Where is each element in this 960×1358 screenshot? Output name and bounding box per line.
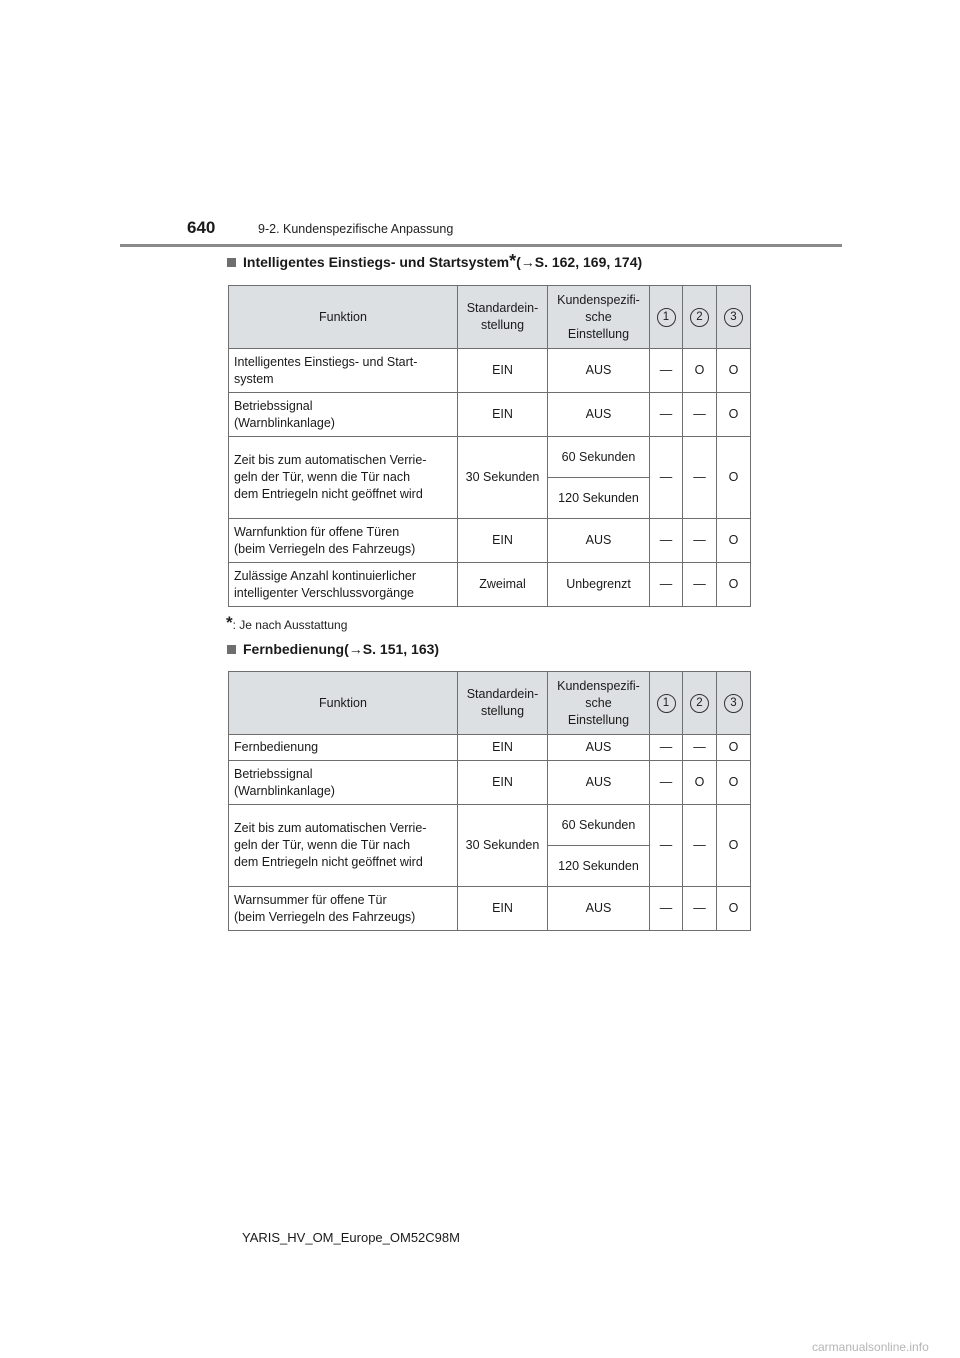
cell-function: Warnfunktion für offene Türen (beim Verriegeln des Fahrzeugs)	[229, 519, 458, 563]
footnote-text: : Je nach Ausstattung	[232, 618, 348, 632]
watermark: carmanualsonline.info	[812, 1340, 929, 1354]
table-header-row	[229, 672, 751, 735]
circled-number-1: 1	[657, 308, 676, 327]
settings-table-remote	[228, 671, 751, 931]
column-header-default: Standardein- stellung	[458, 286, 548, 349]
cell-default: EIN	[458, 519, 548, 563]
footnote	[226, 614, 347, 634]
cell-default: EIN	[458, 887, 548, 931]
section-label: 9-2. Kundenspezifische Anpassung	[258, 222, 454, 236]
cell-mark-1: —	[650, 887, 683, 931]
cell-mark-1: —	[650, 349, 683, 393]
column-header-2	[683, 672, 717, 735]
cell-mark-2: —	[683, 437, 717, 519]
cell-mark-3: O	[717, 887, 751, 931]
column-header-1	[650, 286, 683, 349]
column-header-3	[717, 672, 751, 735]
column-header-1	[650, 672, 683, 735]
circled-number-3: 3	[724, 308, 743, 327]
cell-mark-2: —	[683, 393, 717, 437]
cell-mark-3: O	[717, 519, 751, 563]
table-row	[229, 761, 751, 805]
cell-custom: 60 Sekunden	[548, 437, 650, 478]
cell-custom: AUS	[548, 887, 650, 931]
page-number: 640	[187, 218, 216, 237]
cell-default: 30 Sekunden	[458, 437, 548, 519]
header-rule	[120, 244, 842, 247]
cell-default: EIN	[458, 761, 548, 805]
cell-mark-3: O	[717, 563, 751, 607]
table-row	[229, 519, 751, 563]
cell-mark-3: O	[717, 349, 751, 393]
circled-number-3: 3	[724, 694, 743, 713]
table-row	[229, 887, 751, 931]
table-row	[229, 349, 751, 393]
square-bullet-icon	[227, 258, 236, 267]
cell-function: Betriebssignal (Warnblinkanlage)	[229, 761, 458, 805]
cell-custom: 60 Sekunden	[548, 805, 650, 846]
column-header-custom: Kundenspezifi- sche Einstellung	[548, 286, 650, 349]
section1-page-ref: (→S. 162, 169, 174)	[516, 254, 643, 270]
column-header-2	[683, 286, 717, 349]
cell-custom: 120 Sekunden	[548, 846, 650, 887]
cell-mark-2: —	[683, 887, 717, 931]
section2-page-ref: (→S. 151, 163)	[344, 641, 440, 657]
section1-title: Intelligentes Einstiegs- und Startsystem	[243, 254, 510, 270]
cell-default: 30 Sekunden	[458, 805, 548, 887]
column-header-default: Standardein- stellung	[458, 672, 548, 735]
table-row	[229, 735, 751, 761]
column-header-3	[717, 286, 751, 349]
cell-function: Fernbedienung	[229, 735, 458, 761]
column-header-function: Funktion	[229, 286, 458, 349]
cell-custom: AUS	[548, 519, 650, 563]
cell-default: Zweimal	[458, 563, 548, 607]
cell-mark-2: O	[683, 349, 717, 393]
cell-mark-2: —	[683, 735, 717, 761]
column-header-custom: Kundenspezifi- sche Einstellung	[548, 672, 650, 735]
section2-title: Fernbedienung	[243, 641, 345, 657]
cell-mark-3: O	[717, 393, 751, 437]
cell-mark-3: O	[717, 761, 751, 805]
cell-function: Zeit bis zum automatischen Verrie- geln der Tür, wenn die Tür nach dem Entriegeln nicht geöffnet wird	[229, 805, 458, 887]
table-row	[229, 805, 751, 846]
cell-custom: AUS	[548, 735, 650, 761]
cell-default: EIN	[458, 735, 548, 761]
cell-function: Zulässige Anzahl kontinuierlicher intelligenter Verschlussvorgänge	[229, 563, 458, 607]
column-header-function: Funktion	[229, 672, 458, 735]
table-row	[229, 563, 751, 607]
cell-function: Zeit bis zum automatischen Verrie- geln der Tür, wenn die Tür nach dem Entriegeln nicht geöffnet wird	[229, 437, 458, 519]
cell-function: Warnsummer für offene Tür (beim Verriegeln des Fahrzeugs)	[229, 887, 458, 931]
cell-default: EIN	[458, 349, 548, 393]
cell-mark-3: O	[717, 735, 751, 761]
circled-number-2: 2	[690, 694, 709, 713]
settings-table-smart-entry	[228, 285, 751, 607]
cell-mark-2: —	[683, 519, 717, 563]
cell-mark-2: —	[683, 805, 717, 887]
section2-heading	[226, 641, 439, 657]
cell-mark-1: —	[650, 735, 683, 761]
cell-custom: AUS	[548, 349, 650, 393]
circled-number-1: 1	[657, 694, 676, 713]
cell-mark-3: O	[717, 805, 751, 887]
cell-mark-1: —	[650, 393, 683, 437]
cell-mark-2: —	[683, 563, 717, 607]
square-bullet-icon	[227, 645, 236, 654]
cell-mark-3: O	[717, 437, 751, 519]
cell-mark-2: O	[683, 761, 717, 805]
cell-mark-1: —	[650, 563, 683, 607]
table-row	[229, 393, 751, 437]
cell-custom: AUS	[548, 393, 650, 437]
cell-custom: 120 Sekunden	[548, 478, 650, 519]
cell-mark-1: —	[650, 437, 683, 519]
cell-mark-1: —	[650, 519, 683, 563]
cell-custom: AUS	[548, 761, 650, 805]
footer-document-id: YARIS_HV_OM_Europe_OM52C98M	[242, 1230, 460, 1245]
circled-number-2: 2	[690, 308, 709, 327]
section1-heading: Intelligentes Einstiegs- und Startsystem * (→S. 162, 169, 174)	[226, 254, 642, 270]
cell-custom: Unbegrenzt	[548, 563, 650, 607]
cell-mark-1: —	[650, 761, 683, 805]
cell-default: EIN	[458, 393, 548, 437]
cell-mark-1: —	[650, 805, 683, 887]
cell-function: Betriebssignal (Warnblinkanlage)	[229, 393, 458, 437]
footnote-marker: *	[226, 613, 233, 632]
table-header-row	[229, 286, 751, 349]
cell-function: Intelligentes Einstiegs- und Start- system	[229, 349, 458, 393]
table-row	[229, 437, 751, 478]
